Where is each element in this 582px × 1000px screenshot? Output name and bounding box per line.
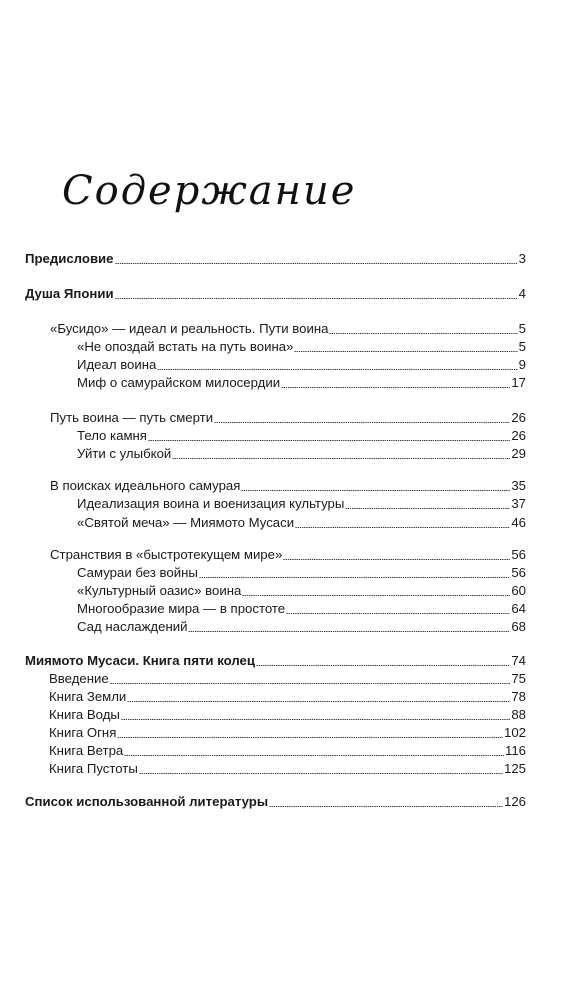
dot-leader xyxy=(241,490,510,491)
toc-entry-label: «Культурный оазис» воина xyxy=(77,583,242,598)
toc-entry-label: Введение xyxy=(49,671,109,686)
toc-entry-label: Странствия в «быстротекущем мире» xyxy=(50,547,283,562)
dot-leader xyxy=(283,559,510,560)
toc-entry-page: 68 xyxy=(511,619,526,634)
dot-leader xyxy=(139,773,503,774)
toc-entry-label: «Святой меча» — Миямото Мусаси xyxy=(77,515,295,530)
dot-leader xyxy=(345,508,510,509)
toc-entry-page: 46 xyxy=(511,515,526,530)
toc-entry-label: «Не опоздай встать на путь воина» xyxy=(77,339,294,354)
dot-leader xyxy=(157,369,517,370)
dot-leader xyxy=(127,701,510,702)
toc-entry-page: 3 xyxy=(518,251,526,266)
toc-entry-subsection[interactable] xyxy=(77,427,526,445)
toc-entry-section[interactable] xyxy=(50,409,526,427)
toc-entry-subsection[interactable] xyxy=(77,495,526,513)
toc-entry-label: Список использованной литературы xyxy=(25,794,269,809)
toc-entry-section[interactable] xyxy=(49,760,526,778)
toc-entry-label: Книга Ветра xyxy=(49,743,124,758)
dot-leader xyxy=(286,613,510,614)
dot-leader xyxy=(269,806,503,807)
toc-entry-label: Уйти с улыбкой xyxy=(77,446,172,461)
toc-entry-section[interactable] xyxy=(49,670,526,688)
toc-entry-page: 9 xyxy=(518,357,526,372)
toc-entry-page: 60 xyxy=(511,583,526,598)
toc-entry-page: 17 xyxy=(511,375,526,390)
toc-entry-label: Самураи без войны xyxy=(77,565,198,580)
toc-entry-label: Идеал воина xyxy=(77,357,157,372)
dot-leader xyxy=(188,631,510,632)
dot-leader xyxy=(281,387,510,388)
toc-entry-subsection[interactable] xyxy=(77,356,526,374)
toc-entry-label: Книга Пустоты xyxy=(49,761,138,776)
dot-leader xyxy=(148,440,510,441)
dot-leader xyxy=(121,719,510,720)
dot-leader xyxy=(214,422,510,423)
toc-entry-subsection[interactable] xyxy=(77,514,526,532)
toc-entry-section[interactable] xyxy=(49,724,526,742)
toc-entry-page: 102 xyxy=(503,725,526,740)
toc-entry-page: 56 xyxy=(511,547,526,562)
toc-entry-section[interactable] xyxy=(50,546,526,564)
dot-leader xyxy=(115,298,518,299)
dot-leader xyxy=(295,527,510,528)
toc-entry-bibliography[interactable] xyxy=(25,793,526,811)
toc-entry-section[interactable] xyxy=(50,477,526,495)
toc-entry-page: 125 xyxy=(503,761,526,776)
toc-entry-page: 75 xyxy=(511,671,526,686)
toc-entry-subsection[interactable] xyxy=(77,600,526,618)
toc-entry-subsection[interactable] xyxy=(77,564,526,582)
dot-leader xyxy=(329,333,517,334)
toc-entry-page: 26 xyxy=(511,410,526,425)
toc-entry-subsection[interactable] xyxy=(77,374,526,392)
dot-leader xyxy=(294,351,517,352)
toc-entry-section[interactable] xyxy=(49,688,526,706)
toc-entry-subsection[interactable] xyxy=(77,582,526,600)
dot-leader xyxy=(124,755,504,756)
dot-leader xyxy=(117,737,503,738)
dot-leader xyxy=(242,595,510,596)
toc-entry-label: Книга Воды xyxy=(49,707,120,722)
toc-entry-label: Тело камня xyxy=(77,428,147,443)
toc-entry-five-rings[interactable] xyxy=(25,652,526,670)
toc-entry-label: Сад наслаждений xyxy=(77,619,188,634)
toc-entry-page: 74 xyxy=(511,653,526,668)
toc-entry-page: 26 xyxy=(511,428,526,443)
toc-entry-preface[interactable] xyxy=(25,250,526,268)
toc-entry-page: 37 xyxy=(511,496,526,511)
toc-entry-subsection[interactable] xyxy=(77,618,526,636)
toc-entry-section[interactable] xyxy=(49,706,526,724)
dot-leader xyxy=(172,458,510,459)
toc-entry-label: Душа Японии xyxy=(25,286,114,301)
page-title: Содержание xyxy=(62,168,357,214)
toc-entry-page: 88 xyxy=(511,707,526,722)
toc-entry-subsection[interactable] xyxy=(77,445,526,463)
toc-entry-section[interactable] xyxy=(49,742,526,760)
toc-entry-label: Предисловие xyxy=(25,251,114,266)
toc-entry-label: Путь воина — путь смерти xyxy=(50,410,214,425)
toc-entry-page: 78 xyxy=(511,689,526,704)
toc-entry-label: Многообразие мира — в простоте xyxy=(77,601,286,616)
toc-entry-subsection[interactable] xyxy=(77,338,526,356)
toc-entry-label: «Бусидо» — идеал и реальность. Пути воина xyxy=(50,321,329,336)
toc-entry-page: 4 xyxy=(518,286,526,301)
toc-entry-label: В поисках идеального самурая xyxy=(50,478,241,493)
dot-leader xyxy=(110,683,511,684)
toc-entry-bushido[interactable] xyxy=(50,320,526,338)
toc-entry-page: 64 xyxy=(511,601,526,616)
toc-entry-label: Миф о самурайском милосердии xyxy=(77,375,281,390)
toc-entry-page: 5 xyxy=(518,339,526,354)
toc-entry-label: Книга Огня xyxy=(49,725,117,740)
toc-entry-page: 29 xyxy=(511,446,526,461)
toc-entry-label: Миямото Мусаси. Книга пяти колец xyxy=(25,653,255,668)
dot-leader xyxy=(256,665,510,666)
toc-entry-label: Книга Земли xyxy=(49,689,127,704)
toc-entry-label: Идеализация воина и военизация культуры xyxy=(77,496,345,511)
dot-leader xyxy=(115,263,518,264)
toc-entry-page: 56 xyxy=(511,565,526,580)
toc-entry-page: 35 xyxy=(511,478,526,493)
toc-entry-page: 126 xyxy=(503,794,526,809)
toc-entry-page: 116 xyxy=(504,743,526,758)
toc-entry-soul-of-japan[interactable] xyxy=(25,285,526,303)
toc-entry-page: 5 xyxy=(518,321,526,336)
dot-leader xyxy=(199,577,510,578)
